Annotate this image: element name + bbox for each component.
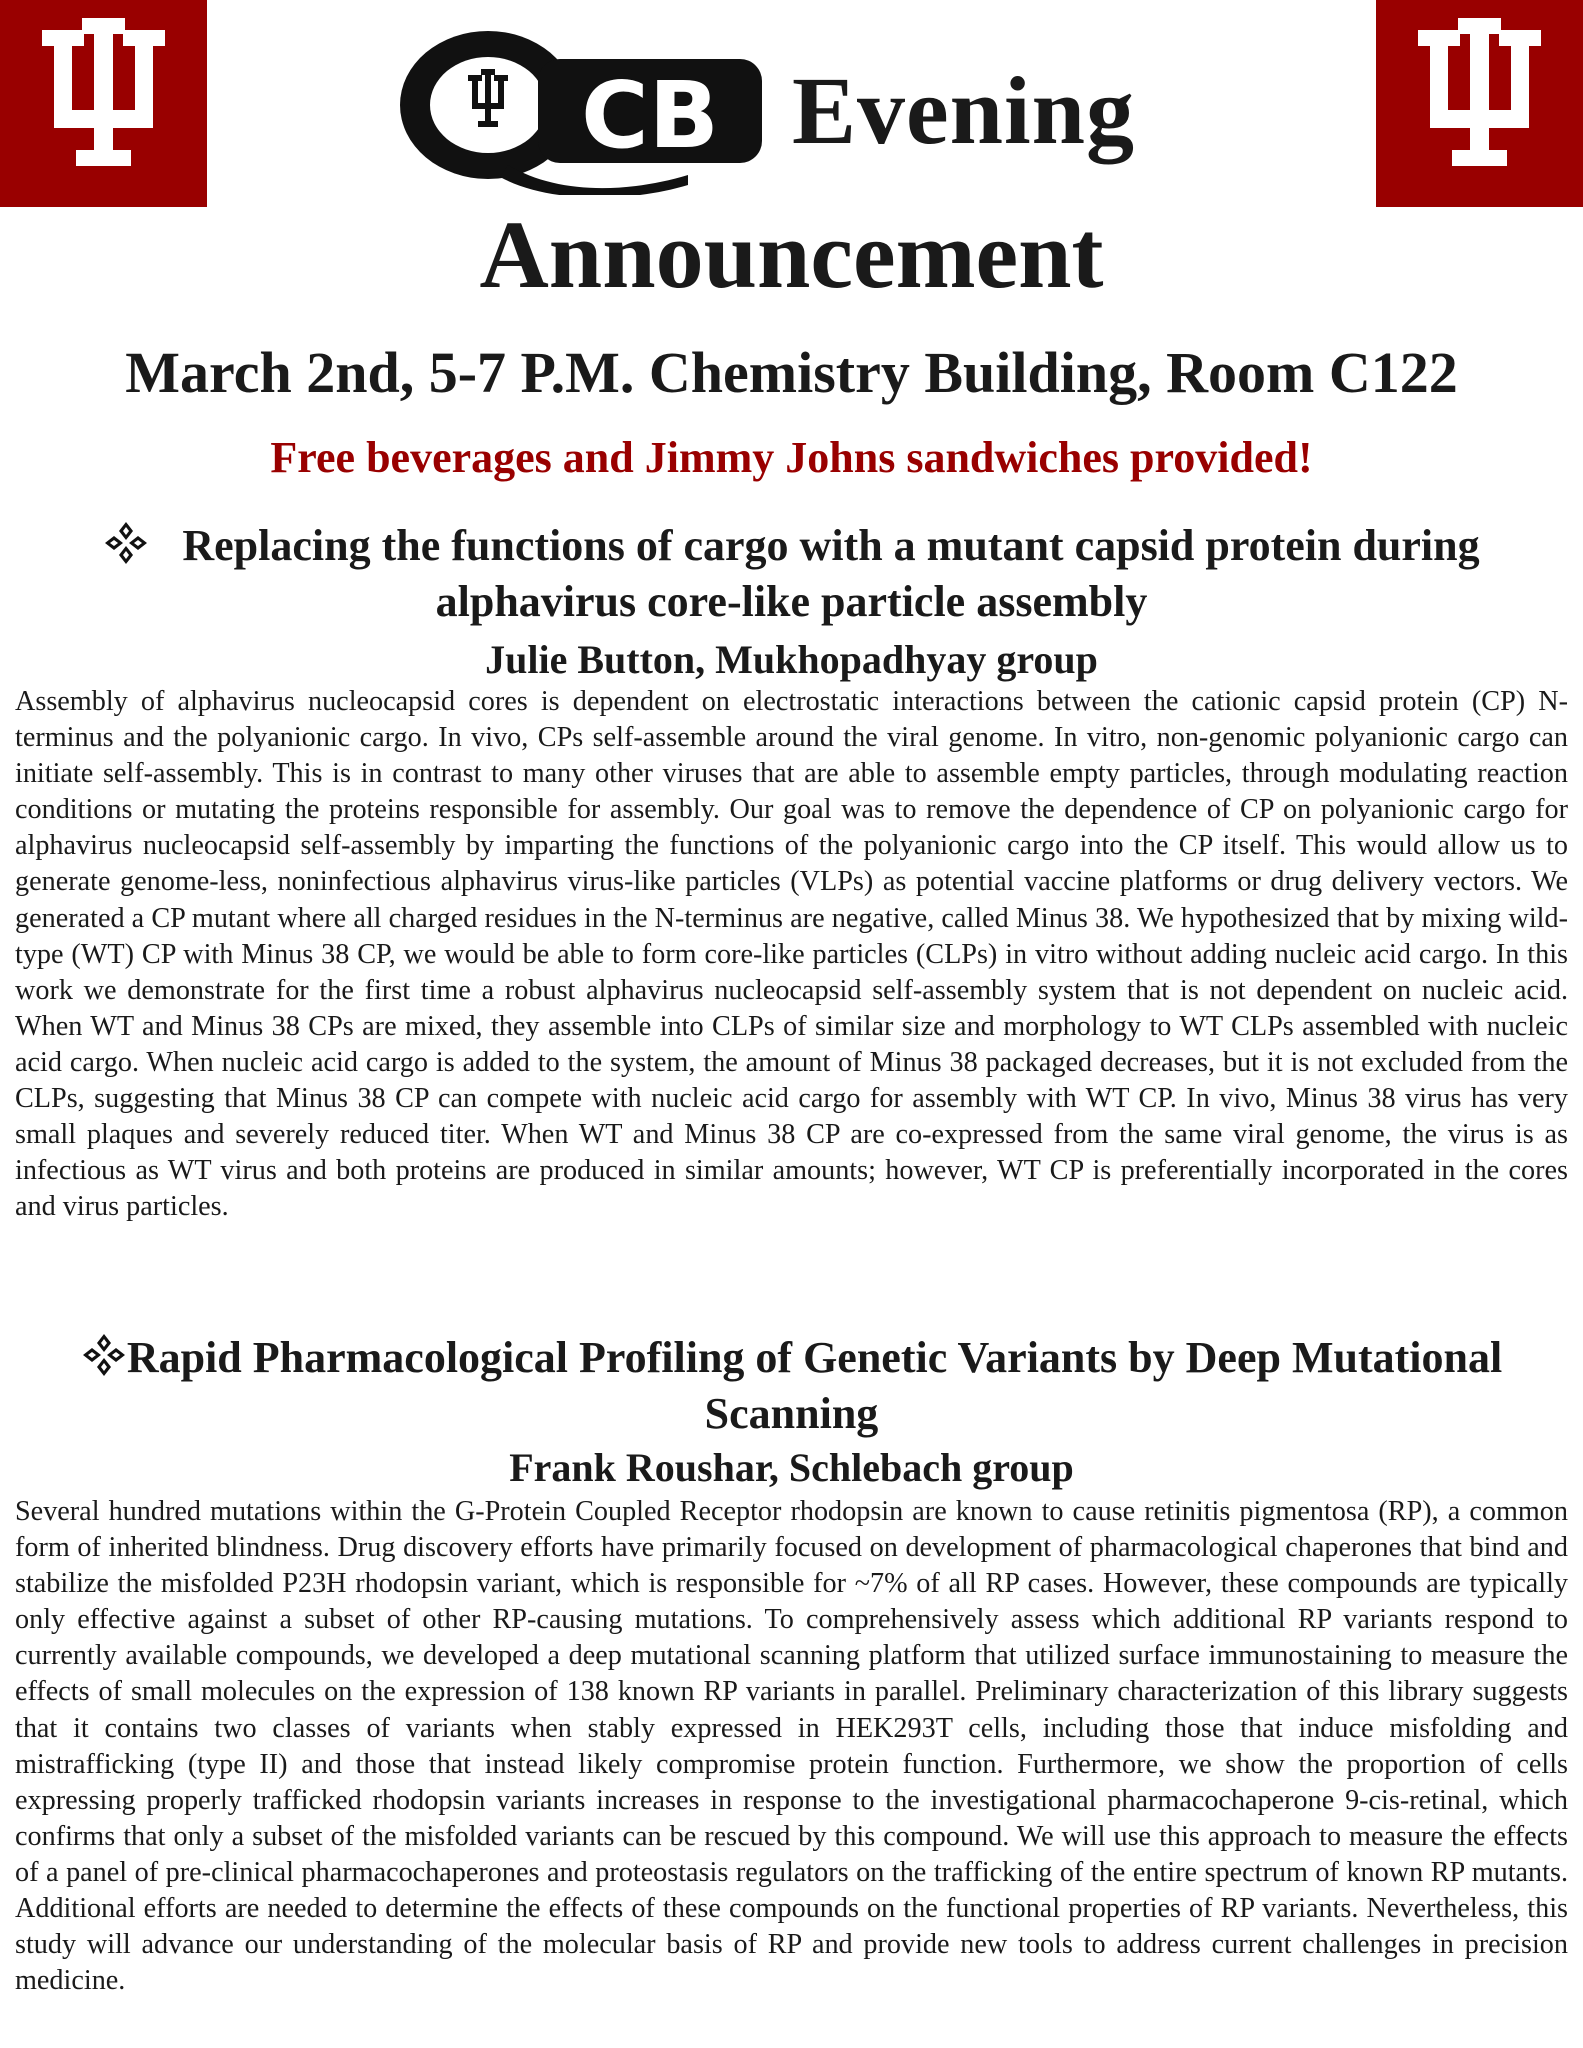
header — [0, 20, 1583, 200]
announcement-heading: Announcement — [479, 201, 1104, 308]
free-food-note: Free beverages and Jimmy Johns sandwiches provided! — [270, 433, 1313, 482]
qcb-logo — [388, 25, 768, 195]
talk-title-text: Replacing the functions of cargo with a mutant capsid protein during alphavirus core-like particle assembly — [182, 521, 1480, 626]
evening-heading: Evening — [791, 56, 1136, 164]
talk-speaker: Frank Roushar, Schlebach group — [509, 1445, 1074, 1490]
talk-title — [14, 518, 1569, 630]
talk-title — [14, 1330, 1569, 1442]
talk-title-text: Rapid Pharmacological Profiling of Genetic Variants by Deep Mutational Scanning — [126, 1333, 1503, 1438]
diamond-bullet-icon — [81, 1332, 127, 1378]
diamond-bullet-icon — [103, 520, 149, 566]
qcb-q-icon — [388, 25, 768, 195]
talk-abstract: Assembly of alphavirus nucleocapsid cores is dependent on electrostatic interactions between the cationic capsid protein (CP) N-terminus and the polyanionic cargo. In vivo, CPs self-assemble around the viral genome. In vitro, non-genomic polyanionic cargo can initiate self-assembly. This is in contrast to many other viruses that are able to assemble empty particles, through modulating reaction conditions or mutating the proteins responsible for assembly. Our goal was to remove the dependence of CP on polyanionic cargo for alphavirus nucleocapsid self-assembly by imparting the functions of the polyanionic cargo into the CP itself. This would allow us to generate genome-less, noninfectious alphavirus virus-like particles (VLPs) as potential vaccine platforms or drug delivery vectors. We generated a CP mutant where all charged residues in the N-terminus are negative, called Minus 38. We hypothesized that by mixing wild-type (WT) CP with Minus 38 CP, we would be able to form core-like particles (CLPs) in vitro without adding nucleic acid cargo. In this work we demonstrate for the first time a robust alphavirus nucleocapsid self-assembly system that is not dependent on nucleic acid. When WT and Minus 38 CPs are mixed, they assemble into CLPs of similar size and morphology to WT CLPs assembled with nucleic acid cargo. When nucleic acid cargo is added to the system, the amount of Minus 38 packaged decreases, but it is not excluded from the CLPs, suggesting that Minus 38 CP can compete with nucleic acid cargo for assembly with WT CP. In vivo, Minus 38 virus has very small plaques and severely reduced titer. When WT and Minus 38 CP are co-expressed from the same viral genome, the virus is as infectious as WT virus and both proteins are produced in similar amounts; however, WT CP is preferentially incorporated in the cores and virus particles. — [15, 686, 1568, 1223]
qcb-letters: CB — [581, 62, 719, 169]
title-row — [0, 20, 1583, 200]
talk-speaker: Julie Button, Mukhopadhyay group — [485, 637, 1098, 682]
event-details: March 2nd, 5-7 P.M. Chemistry Building, Room C122 — [125, 340, 1458, 405]
talk-abstract: Several hundred mutations within the G-Protein Coupled Receptor rhodopsin are known to cause retinitis pigmentosa (RP), a common form of inherited blindness. Drug discovery efforts have primarily focused on development of pharmacological chaperones that bind and stabilize the misfolded P23H rhodopsin variant, which is responsible for ~7% of all RP cases. However, these compounds are typically only effective against a subset of other RP-causing mutations. To comprehensively assess which additional RP variants respond to currently available compounds, we developed a deep mutational scanning platform that utilized surface immunostaining to measure the effects of small molecules on the expression of 138 known RP variants in parallel. Preliminary characterization of this library suggests that it contains two classes of variants when stably expressed in HEK293T cells, including those that induce misfolding and mistrafficking (type II) and those that instead likely compromise protein function. Furthermore, we show the proportion of cells expressing properly trafficked rhodopsin variants increases in response to the investigational pharmacochaperone 9-cis-retinal, which confirms that only a subset of the misfolded variants can be rescued by this compound. We will use this approach to measure the effects of a panel of pre-clinical pharmacochaperones and proteostasis regulators on the trafficking of the entire spectrum of known RP mutants. Additional efforts are needed to determine the effects of these compounds on the functional properties of RP variants. Nevertheless, this study will advance our understanding of the molecular basis of RP and provide new tools to address current challenges in precision medicine. — [15, 1496, 1568, 1997]
